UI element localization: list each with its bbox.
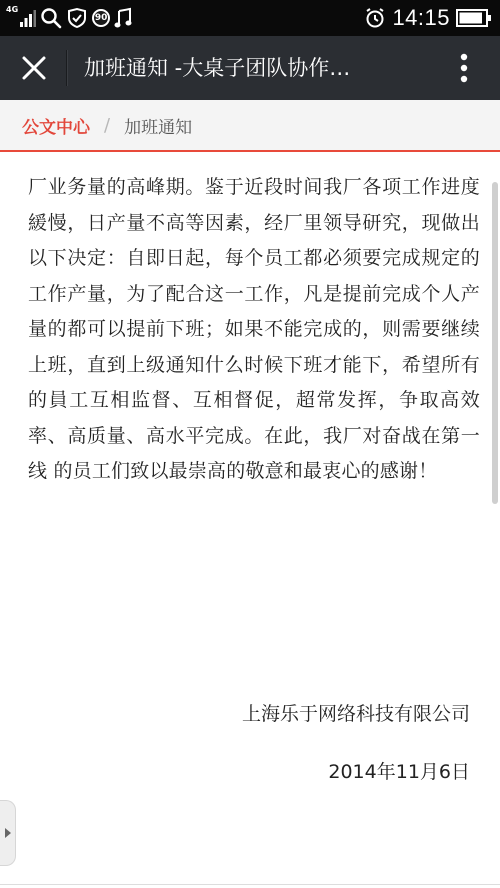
scrollbar-thumb[interactable]: [492, 182, 498, 504]
more-options-button[interactable]: [440, 44, 488, 92]
article-content: [28, 170, 480, 490]
article-date: 2014年11月6日: [328, 761, 470, 783]
scrollbar[interactable]: [492, 160, 498, 878]
chevron-right-icon: [5, 828, 11, 838]
side-drawer-handle[interactable]: [0, 800, 16, 866]
status-bar-right: [364, 4, 492, 32]
close-icon: [21, 55, 47, 81]
breadcrumb-separator: /: [104, 114, 111, 136]
search-icon: [40, 7, 62, 29]
title-bar: [0, 36, 500, 100]
battery-icon: [456, 8, 492, 28]
notification-badge: 90: [92, 9, 110, 27]
shield-check-icon: [66, 7, 88, 29]
status-bar-left: [6, 4, 132, 32]
close-button[interactable]: [10, 44, 58, 92]
clock-time: 14:15: [392, 5, 450, 30]
title-divider: [66, 50, 67, 86]
status-bar: [0, 0, 500, 36]
breadcrumb: [0, 100, 500, 152]
music-note-icon: [114, 7, 132, 29]
breadcrumb-current: 加班通知: [124, 117, 193, 138]
bottom-divider: [0, 884, 500, 885]
alarm-clock-icon: [364, 7, 386, 29]
signal-icon: [20, 9, 36, 27]
network-type-label: 4G: [6, 5, 19, 14]
page-title: 加班通知 -大桌子团队协作…: [84, 56, 351, 80]
breadcrumb-home-link[interactable]: 公文中心: [22, 117, 90, 138]
more-vertical-icon: [459, 53, 469, 83]
article-body: 厂业务量的高峰期。鉴于近段时间我厂各项工作进度緩慢，日产量不高等因素，经厂里领导研究，现做出以下决定：自即日起，每个员工都必须要完成规定的工作产量，为了配合这一工作，凡是提前完成个人产量的都可以提前下班；如果不能完成的，则需要继续上班，直到上级通知什么时候下班才能下，希望所有的員工互相监督、互相督促，超常发挥，争取高效率、高质量、高水平完成。在此，我厂对奋战在第一线 的员工们致以最崇高的敬意和最衷心的感谢！: [28, 176, 480, 482]
article-signature: 上海乐于网络科技有限公司: [241, 703, 470, 725]
